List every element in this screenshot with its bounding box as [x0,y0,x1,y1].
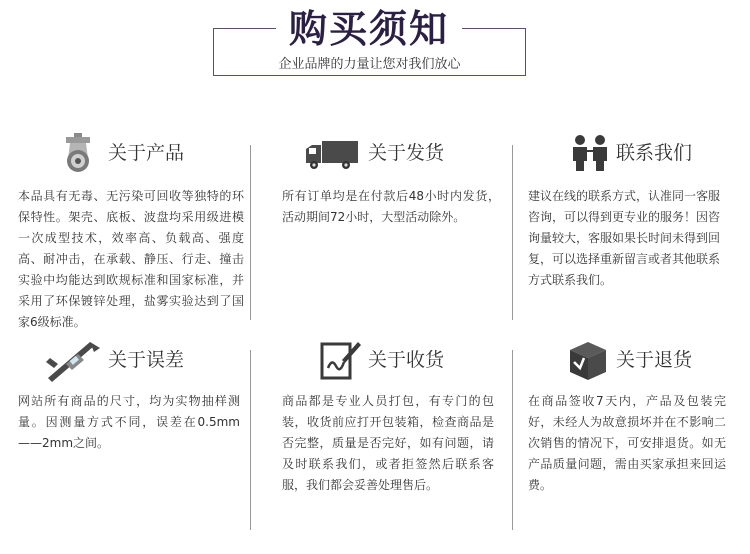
card-text: 在商品签收7天内，产品及包装完好，未经人为故意损坏并在不影响二次销售的情况下，可安排退货。如无产品质量问题，需由买家承担来回运费。 [528,394,726,492]
card-head [282,335,522,385]
card-head [528,335,750,385]
card-title: 关于发货 [368,142,445,164]
signing-document-icon [318,338,362,382]
card-head [528,128,750,178]
info-card-shipping [282,128,522,338]
info-card-receiving [282,335,522,545]
card-title: 关于退货 [616,349,693,371]
card-text: 网站所有商品的尺寸，均为实物抽样测量。因测量方式不同，误差在0.5mm——2mm之间。 [18,394,240,450]
page-title: 购买须知 [276,6,462,52]
card-title: 关于误差 [108,349,185,371]
card-text: 商品都是专业人员打包，有专门的包装，收货前应打开包装箱，检查商品是否完整，质量是否完好，如有问题，请及时联系我们，或者拒签然后联系客服，我们都会妥善处理售后。 [282,394,494,492]
card-title: 关于收货 [368,349,445,371]
caster-wheel-icon [56,131,100,175]
info-card-returns [528,335,750,545]
card-title: 关于产品 [108,142,185,164]
title-frame-line-right [462,28,526,29]
card-text: 所有订单均是在付款后48小时内发货，活动期间72小时，大型活动除外。 [282,189,500,224]
card-text: 本品具有无毒、无污染可回收等独特的环保特性。架壳、底板、波盘均采用级进模一次成型技术，效率高、负载高、强度高、耐冲击，在承载、静压、行走、撞击实验中均能达到欧规标准和国家标准，并采用了环保镀锌处理，盐雾实验达到了国家6级标准。 [18,189,244,329]
card-title: 联系我们 [616,142,693,164]
delivery-truck-icon [302,131,360,175]
caliper-icon [44,338,104,382]
card-head [18,335,258,385]
header [0,0,750,90]
info-card-tolerance [18,335,258,545]
card-text: 建议在线的联系方式，认准同一客服咨询，可以得到更专业的服务！因咨询量较大，客服如果长时间未得到回复，可以选择重新留言或者其他联系方式联系我们。 [528,189,721,287]
return-box-icon [566,338,610,382]
title-frame-line-left [213,28,277,29]
card-head [282,128,522,178]
contact-people-icon [568,131,612,175]
info-card-contact [528,128,750,338]
page-subtitle: 企业品牌的力量让您对我们放心 [278,57,461,72]
card-head [18,128,258,178]
info-card-product [18,128,258,338]
